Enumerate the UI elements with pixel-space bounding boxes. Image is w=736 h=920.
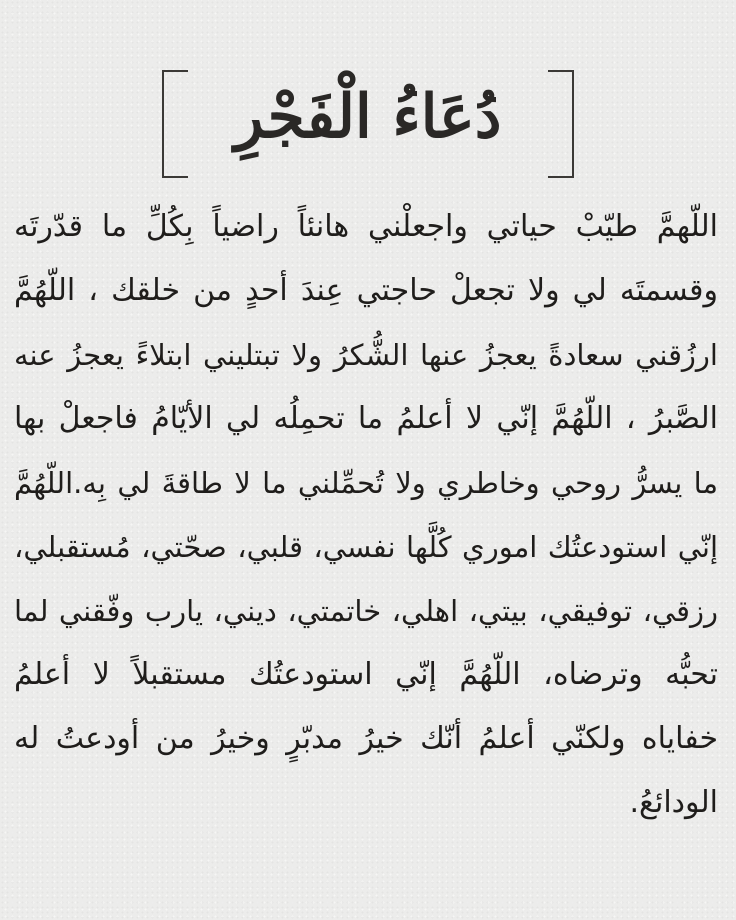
text-line: تحبُّه وترضاه، اللّهُمَّ إنّي استودعتُك مستقبلاً لا أعلمُ: [14, 657, 718, 692]
text-line: اللّهمَّ طيّبْ حياتي واجعلْني هانئاً راضياً بِكُلِّ ما قدّرتَه: [14, 209, 718, 244]
prayer-text: [14, 195, 718, 835]
left-bracket-icon: [162, 70, 188, 178]
text-line: ارزُقني سعادةً يعجزُ عنها الشُّكرُ ولا تبتليني ابتلاءً يعجزُ عنه: [14, 338, 718, 372]
text-line: الودائعُ.: [629, 785, 718, 820]
text-line: الصَّبرُ ، اللّهُمَّ إنّي لا أعلمُ ما تحمِلُه لي الأيّامُ فاجعلْ بها: [14, 401, 718, 436]
text-line: وقسمتَه لي ولا تجعلْ حاجتي عِندَ أحدٍ من خلقك ، اللّهُمَّ: [14, 273, 718, 308]
text-line: ما يسرُّ روحي وخاطري ولا تُحمِّلني ما لا طاقةَ لي بِه.اللّهُمَّ: [14, 466, 718, 500]
text-line: إنّي استودعتُك اموري كُلَّها نفسي، قلبي، صحّتي، مُستقبلي،: [14, 530, 718, 564]
text-line: رزقي، توفيقي، بيتي، اهلي، خاتمتي، ديني، يارب وفّقني لما: [14, 594, 718, 628]
page-title: دُعَاءُ الْفَجْرِ: [234, 82, 502, 152]
text-line: خفاياه ولكنّي أعلمُ أنّك خيرُ مدبّرٍ وخيرُ من أودعتُ له: [14, 721, 718, 756]
right-bracket-icon: [548, 70, 574, 178]
title-frame: [150, 42, 586, 192]
